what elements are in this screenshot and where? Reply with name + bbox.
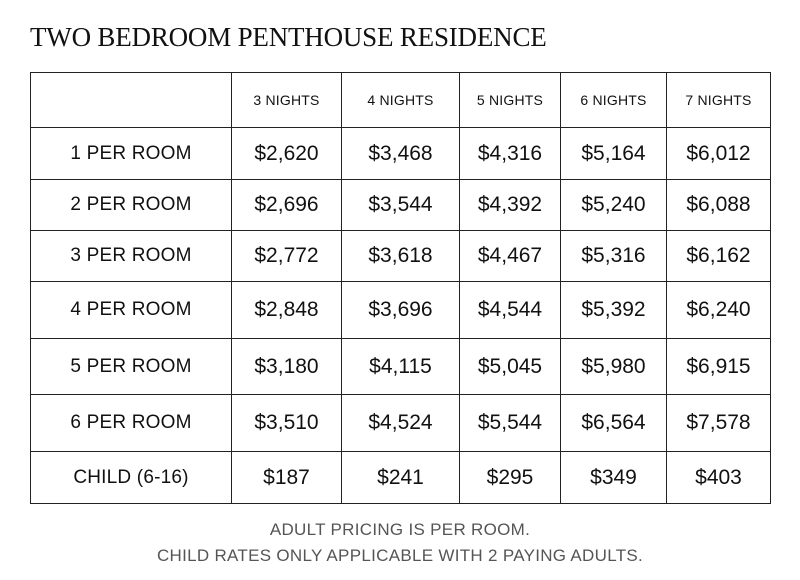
- price-cell: $3,618: [342, 231, 460, 282]
- column-header-3-nights: 3 NIGHTS: [232, 73, 342, 128]
- price-cell: $6,564: [561, 395, 667, 452]
- price-cell: $3,510: [232, 395, 342, 452]
- row-label: 2 PER ROOM: [31, 180, 232, 231]
- table-header-row: [31, 73, 771, 128]
- row-label: 3 PER ROOM: [31, 231, 232, 282]
- price-cell: $5,544: [460, 395, 561, 452]
- column-header-7-nights: 7 NIGHTS: [667, 73, 771, 128]
- price-cell: $6,240: [667, 282, 771, 339]
- row-label: 6 PER ROOM: [31, 395, 232, 452]
- price-cell: $5,392: [561, 282, 667, 339]
- table-row: [31, 282, 771, 339]
- row-label: CHILD (6-16): [31, 452, 232, 504]
- table-row: [31, 452, 771, 504]
- table-row: [31, 395, 771, 452]
- pricing-table: [30, 72, 771, 504]
- price-cell: $4,316: [460, 128, 561, 180]
- price-cell: $5,164: [561, 128, 667, 180]
- price-cell: $5,045: [460, 339, 561, 395]
- price-cell: $5,240: [561, 180, 667, 231]
- pricing-note: ADULT PRICING IS PER ROOM.: [269, 520, 531, 539]
- price-cell: $2,848: [232, 282, 342, 339]
- price-cell: $2,696: [232, 180, 342, 231]
- price-cell: $403: [667, 452, 771, 504]
- page-title: TWO BEDROOM PENTHOUSE RESIDENCE: [30, 22, 547, 52]
- column-header-5-nights: 5 NIGHTS: [460, 73, 561, 128]
- price-cell: $6,915: [667, 339, 771, 395]
- price-cell: $6,012: [667, 128, 771, 180]
- column-header-6-nights: 6 NIGHTS: [561, 73, 667, 128]
- price-cell: $2,620: [232, 128, 342, 180]
- price-cell: $3,180: [232, 339, 342, 395]
- price-cell: $7,578: [667, 395, 771, 452]
- table-row: [31, 180, 771, 231]
- price-cell: $4,392: [460, 180, 561, 231]
- price-cell: $5,316: [561, 231, 667, 282]
- table-row: [31, 339, 771, 395]
- corner-cell: [31, 73, 232, 128]
- price-cell: $5,980: [561, 339, 667, 395]
- price-cell: $4,524: [342, 395, 460, 452]
- row-label: 4 PER ROOM: [31, 282, 232, 339]
- column-header-4-nights: 4 NIGHTS: [342, 73, 460, 128]
- child-rate-note: CHILD RATES ONLY APPLICABLE WITH 2 PAYING ADULTS.: [156, 546, 644, 565]
- price-cell: $6,162: [667, 231, 771, 282]
- price-cell: $3,468: [342, 128, 460, 180]
- table-row: [31, 128, 771, 180]
- price-cell: $349: [561, 452, 667, 504]
- price-cell: $295: [460, 452, 561, 504]
- price-cell: $3,544: [342, 180, 460, 231]
- price-cell: $187: [232, 452, 342, 504]
- price-cell: $3,696: [342, 282, 460, 339]
- price-cell: $241: [342, 452, 460, 504]
- price-cell: $4,544: [460, 282, 561, 339]
- table-row: [31, 231, 771, 282]
- row-label: 1 PER ROOM: [31, 128, 232, 180]
- row-label: 5 PER ROOM: [31, 339, 232, 395]
- price-cell: $2,772: [232, 231, 342, 282]
- price-cell: $4,115: [342, 339, 460, 395]
- price-cell: $6,088: [667, 180, 771, 231]
- price-cell: $4,467: [460, 231, 561, 282]
